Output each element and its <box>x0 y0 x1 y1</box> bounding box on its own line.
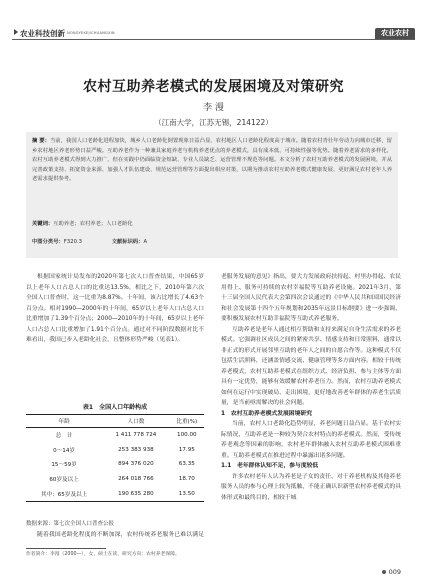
table-header: 年龄 <box>26 415 102 428</box>
bullet-icon <box>382 570 386 574</box>
table-header-row <box>26 415 204 428</box>
paragraph: 互助养老是老年人通过相互帮助和支持来满足自身生活需求的养老模式。它强调社区成员之间的紧密共享、情感支持和日常照料，通常以非正式的形式开展邻里互助的老年人之间的自愿合作等。这种模式不仅包括生活照料，还涵盖情感交流、健康管理等多方面内容。相较于传统养老模式，农村互助养老模式在组织方式、经济负担、参与主体等方面具有一定优势，能够有效缓解农村养老压力。然而，农村互助养老模式如何在运行中实现破局、走出困境，更好地改善老年群体的养老生活质量，是当前亟需解决的社会问题。 <box>221 326 401 406</box>
section-tag: 农业农村 <box>375 28 415 39</box>
affiliation: （江南大学，江苏无锡，214122） <box>154 118 273 127</box>
section-heading: 1 农村互助养老模式发展困境研究 <box>221 410 312 417</box>
clc-code: 中图分类号：F320.3 <box>32 239 83 245</box>
right-column <box>221 272 401 503</box>
footnote: 作者简介：李漫（2000—），女，硕士在读，研究方向：农村养老保障。 <box>26 552 180 557</box>
table-title: 表1 全国人口年龄构成 <box>82 404 148 411</box>
footnote-rule <box>26 548 106 549</box>
abstract-box <box>26 132 398 258</box>
paragraph: 老服务发展的意见》指出，要大力发展政府扶持起、村里办得起、农民用得上、服务可持续的农村幸福院等互助养老设施。2021年3月，第十三届全国人民代表大会第四次会议通过的《中华人民共和国国民经济和社会发展第十四个五年规划和2035年远景目标纲要》进一步强调，要积极发展农村互助幸福院等互助式养老服务。 <box>221 274 401 322</box>
paragraph: 当前，农村人口老龄化趋势明显，养老问题日益凸显。基于农村实际情况，互助养老是一种较为契合农村特点的养老模式。然而，受传统养老观念等因素的影响，农村老年群体融入农村互助养老模式困难重重。互助养老模式在推进过程中暴露出诸多问题。 <box>221 421 401 459</box>
journal-name: 农业科技创新 $^{NONGYEKEJICHUANGXIN}$ <box>14 28 115 39</box>
table-header: 比重(%) <box>170 415 204 428</box>
left-column <box>26 272 204 346</box>
paragraph: 随着我国老龄化程度的不断加深，农村传统养老服务已难以满足 <box>37 532 204 538</box>
paragraph: 许多农村老年人认为养老是子女的责任，对于养老机构及其他养老服务人员的参与心理上较为抵触，不能正确认识新型农村养老模式的具体形式和最终目的，相较于城 <box>221 473 401 501</box>
population-table <box>26 414 204 502</box>
table-row: 15～59岁 894 376 020 63.35 <box>51 461 195 469</box>
table-row: 其中：65岁及以上 190 635 280 13.50 <box>26 486 204 501</box>
table-row: 总 计 1 411 778 724 100.00 <box>55 432 197 440</box>
article-title: 农村互助养老模式的发展困境及对策研究 <box>83 79 344 95</box>
abstract: 摘 要：当前，我国人口老龄化进程加快，城乡人口老龄化倒置现象日益凸显，农村地区人口老龄化程度高于城市。随着农村青壮年劳动力向城市迁移，留乡农村地区养老形势日益严峻。互助养老作为一种兼具家庭养老与机构养老优点的养老模式，具有成本低、可持续性强等优势。随着养老需求的多样化，农村互助养老模式得到大力推广，但在实践中仍面临资金短缺、专业人员缺乏、运营管理不规范等问题。本文分析了农村互助养老模式的发展困境，并从完善政策支持、拓宽资金来源、加强人才队伍建设、规范运营管理等方面提出相应对策，以期为推动农村互助养老模式健康发展、更好满足农村老年人养老需求提供参考。 <box>32 138 392 182</box>
triangle-icon <box>14 29 18 35</box>
author: 李 漫 <box>203 103 224 113</box>
keywords: 关键词：互助养老；农村养老；人口老龄化 <box>32 221 133 227</box>
table-row: 0～14岁 253 383 938 17.95 <box>53 446 195 454</box>
page-number: 009 <box>382 568 401 576</box>
table-row: 60岁及以上 264 018 766 18.70 <box>49 476 195 484</box>
doc-code: 文献标识码：A <box>111 239 148 245</box>
paragraph: 根据国家统计局发布的2020年第七次人口普查结果，中国65岁以上老年人口占总人口的比重达13.5%，相比之下，2010年第六次全国人口普查时，这一比重为8.87%。十年间，该占比增长了4.63个百分点。相对1990—2000年的十年间，65岁以上老年人口占总人口比重增加了1.39个百分点；2000—2010年的十年间，65岁以上老年人口占总人口比重增加了1.91个百分点。通过对不同阶段数据对比不难看出，我国已步入老龄化社会，且整体形势严峻（见表1）。 <box>26 274 204 343</box>
table-header: 人口数 <box>102 415 169 428</box>
subsection-heading: 1.1 老年群体认知不足，参与度较低 <box>221 463 319 469</box>
table-source: 数据来源：第七次全国人口普查公报 <box>26 521 115 527</box>
left-column-lower <box>26 530 204 540</box>
classification <box>32 237 392 245</box>
header-rule <box>12 39 415 40</box>
page-header <box>12 28 415 40</box>
